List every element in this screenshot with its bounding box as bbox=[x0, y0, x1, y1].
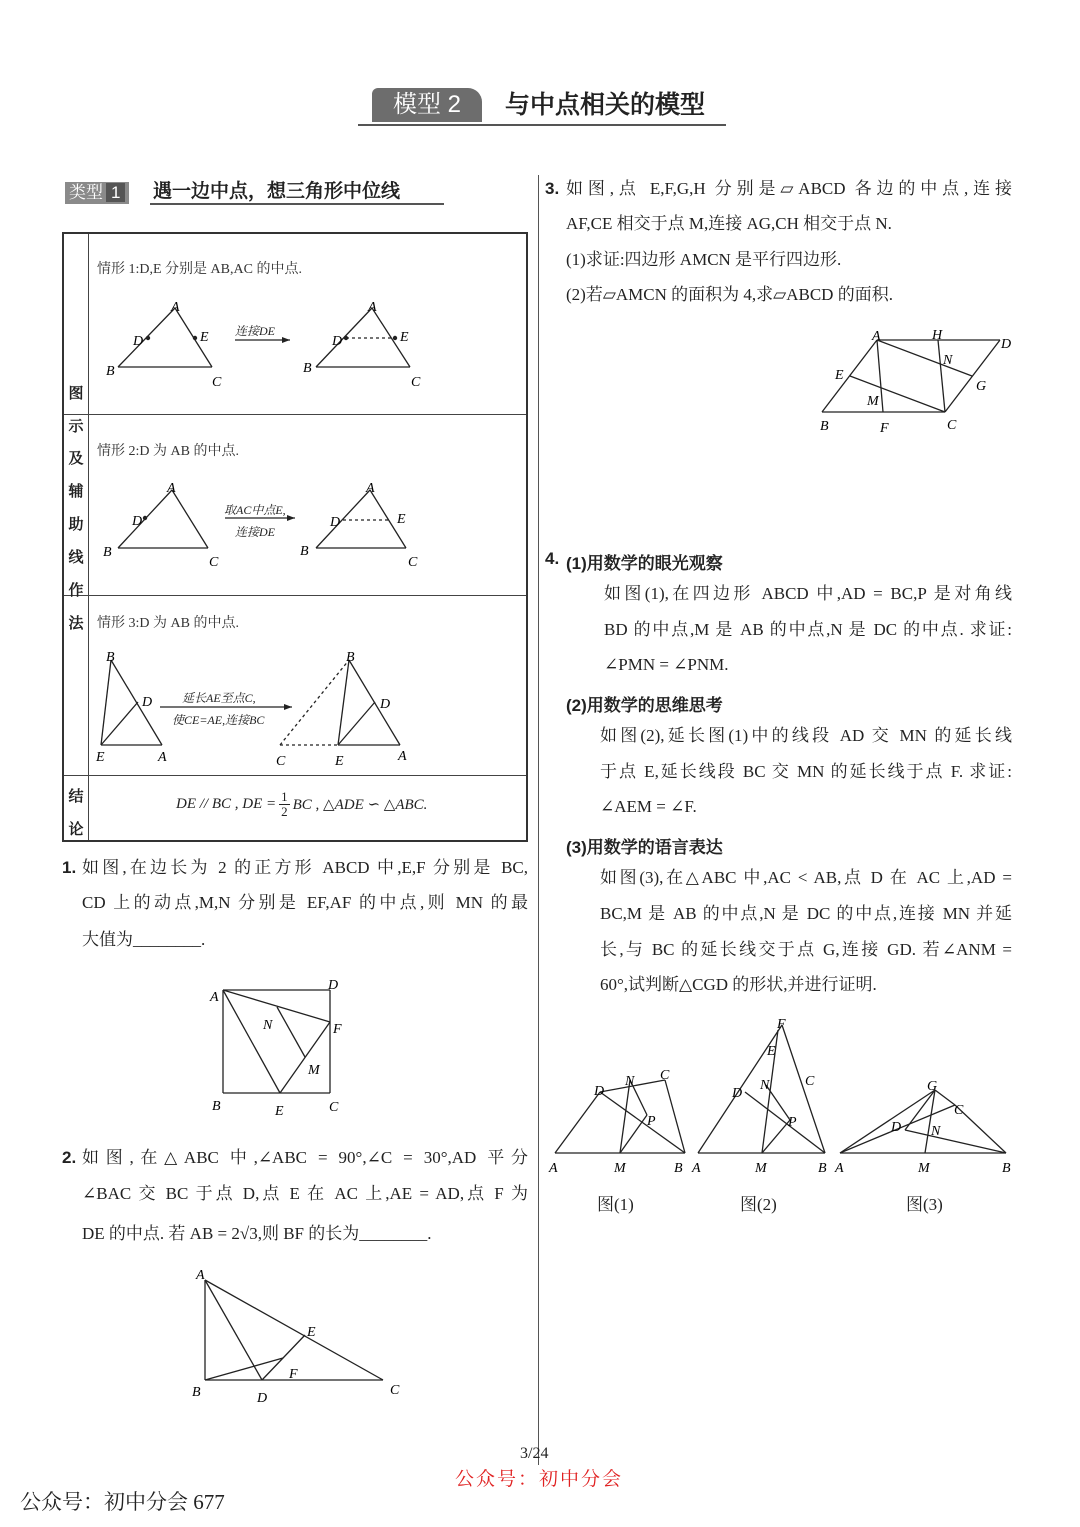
point-label: C bbox=[212, 375, 222, 390]
figure-line bbox=[782, 1025, 825, 1153]
figure-line bbox=[877, 340, 972, 376]
q2-line: ∠BAC 交 BC 于点 D,点 E 在 AC 上,AE = AD,点 F 为 bbox=[82, 1184, 528, 1203]
figure-line bbox=[600, 1092, 685, 1153]
point-label: M bbox=[867, 394, 879, 409]
point-label: A bbox=[210, 990, 219, 1005]
point-label: N bbox=[931, 1124, 941, 1139]
watermark-left: 公众号：初中分会 677 bbox=[20, 1490, 225, 1514]
point-label: B bbox=[212, 1099, 221, 1114]
q4-part3-line: 60°,试判断△CGD 的形状,并进行证明. bbox=[600, 975, 877, 994]
point-label: C bbox=[954, 1103, 964, 1118]
side-label-char: 线 bbox=[68, 549, 84, 566]
q4-part1-line: BD 的中点,M 是 AB 的中点,N 是 DC 的中点. 求证: bbox=[604, 620, 1012, 639]
q2-line: DE 的中点. 若 AB = 2√3,则 BF 的长为________. bbox=[82, 1224, 432, 1243]
side-label-char: 辅 bbox=[68, 483, 84, 500]
figure-line bbox=[205, 1358, 283, 1380]
point-label: D bbox=[380, 697, 391, 712]
point-label: B bbox=[1002, 1161, 1011, 1176]
point-label: B bbox=[106, 650, 115, 665]
q4-part3-line: 长,与 BC 的延长线交于点 G,连接 GD. 若∠ANM = bbox=[600, 940, 1012, 959]
point-label: C bbox=[276, 754, 286, 769]
midpoint-dot bbox=[143, 516, 147, 520]
page-title: 与中点相关的模型 bbox=[505, 91, 706, 119]
point-label: A bbox=[398, 749, 407, 764]
point-label: A bbox=[196, 1268, 205, 1283]
q4-part2-line: 于点 E,延长线段 BC 交 MN 的延长线于点 F. 求证: bbox=[600, 762, 1012, 781]
q4-part2-title: (2)用数学的思维思考 bbox=[566, 696, 723, 715]
type-badge-label: 类型 bbox=[69, 183, 103, 202]
q1-line: CD 上的动点,M,N 分别是 EF,AF 的中点,则 MN 的最 bbox=[82, 893, 528, 912]
midpoint-dot bbox=[393, 336, 397, 340]
case3-arrow-text-2: 使CE=AE,连接BC bbox=[172, 713, 265, 727]
figure-line bbox=[745, 1092, 825, 1153]
q2-line: 如图,在△ABC 中,∠ABC = 90°,∠C = 30°,AD 平分 bbox=[82, 1148, 528, 1167]
figure-caption: 图(3) bbox=[906, 1195, 943, 1214]
midpoint-dot bbox=[193, 336, 197, 340]
point-label: A bbox=[368, 300, 377, 315]
arrow-head-icon bbox=[287, 515, 295, 521]
figure-line bbox=[555, 1092, 600, 1153]
figure-line bbox=[945, 340, 1000, 412]
point-label: A bbox=[158, 750, 167, 765]
figure-line bbox=[111, 660, 162, 745]
figure-caption: 图(2) bbox=[740, 1195, 777, 1214]
figure-line bbox=[338, 702, 375, 745]
figure-line bbox=[101, 702, 138, 745]
point-label: F bbox=[777, 1017, 786, 1032]
point-label: B bbox=[300, 544, 309, 559]
conclusion-post: BC , △ADE ∽ △ABC. bbox=[292, 797, 428, 813]
figure-line bbox=[338, 660, 349, 745]
point-label: B bbox=[346, 650, 355, 665]
point-label: M bbox=[755, 1161, 767, 1176]
case1-title: 情形 1:D,E 分别是 AB,AC 的中点. bbox=[97, 262, 302, 277]
side-label-char: 法 bbox=[68, 615, 84, 632]
point-label: E bbox=[275, 1104, 284, 1119]
figure-line bbox=[205, 1280, 383, 1380]
q4-part1-line: ∠PMN = ∠PNM. bbox=[604, 655, 729, 674]
conclusion-label-char: 论 bbox=[68, 821, 84, 838]
point-label: G bbox=[976, 379, 987, 394]
point-label: N bbox=[263, 1018, 273, 1033]
q3-line: AF,CE 相交于点 M,连接 AG,CH 相交于点 N. bbox=[566, 214, 892, 233]
q4-part1-title: (1)用数学的眼光观察 bbox=[566, 554, 723, 573]
side-label-char: 示 bbox=[68, 418, 84, 435]
point-label: F bbox=[289, 1367, 298, 1382]
figure-line bbox=[850, 376, 945, 412]
q3-line: (1)求证:四边形 AMCN 是平行四边形. bbox=[566, 250, 842, 269]
case3-title: 情形 3:D 为 AB 的中点. bbox=[97, 616, 239, 631]
point-label: G bbox=[927, 1079, 938, 1094]
q2-number: 2. bbox=[62, 1148, 77, 1167]
point-label: B bbox=[106, 364, 115, 379]
q1-line: 大值为________. bbox=[82, 930, 206, 949]
point-label: B bbox=[192, 1385, 201, 1400]
q4-part2-line: ∠AEM = ∠F. bbox=[600, 797, 697, 816]
point-label: C bbox=[408, 555, 418, 570]
point-label: D bbox=[257, 1391, 268, 1406]
point-label: C bbox=[390, 1383, 400, 1398]
case1-arrow-text: 连接DE bbox=[235, 324, 275, 338]
point-label: D bbox=[330, 515, 341, 530]
side-label-char: 助 bbox=[68, 516, 84, 533]
case2-arrow-text-2: 连接DE bbox=[235, 525, 275, 539]
point-label: N bbox=[625, 1074, 635, 1089]
point-label: B bbox=[303, 361, 312, 376]
figure-line bbox=[101, 660, 111, 745]
point-label: M bbox=[308, 1063, 320, 1078]
case2-arrow-text-1: 取AC中点E, bbox=[224, 503, 286, 517]
point-label: E bbox=[397, 512, 406, 527]
point-label: A bbox=[366, 481, 375, 496]
point-label: D bbox=[332, 334, 343, 349]
point-label: E bbox=[96, 750, 105, 765]
point-label: M bbox=[918, 1161, 930, 1176]
figure-line bbox=[766, 1085, 790, 1120]
point-label: E bbox=[200, 330, 209, 345]
q4-part1-line: 如图(1),在四边形 ABCD 中,AD = BC,P 是对角线 bbox=[604, 584, 1012, 603]
model-tab: 模型 2 bbox=[372, 88, 482, 122]
point-label: H bbox=[932, 328, 943, 343]
point-label: C bbox=[329, 1100, 339, 1115]
point-label: C bbox=[947, 418, 957, 433]
point-label: C bbox=[660, 1068, 670, 1083]
midpoint-dot bbox=[146, 336, 150, 340]
point-label: M bbox=[614, 1161, 626, 1176]
point-label: A bbox=[549, 1161, 558, 1176]
page-number: 3/24 bbox=[520, 1445, 549, 1462]
case2-title: 情形 2:D 为 AB 的中点. bbox=[97, 444, 239, 459]
figure-line bbox=[172, 490, 208, 548]
figure-line bbox=[280, 660, 349, 745]
point-label: D bbox=[732, 1086, 743, 1101]
point-label: F bbox=[880, 421, 889, 436]
figure-line bbox=[938, 340, 945, 412]
point-label: P bbox=[788, 1115, 797, 1130]
figure-line bbox=[935, 1090, 955, 1105]
q3-line: (2)若▱AMCN 的面积为 4,求▱ABCD 的面积. bbox=[566, 285, 893, 304]
figure-line bbox=[277, 1007, 305, 1057]
figure-line bbox=[840, 1090, 935, 1153]
q4-part2-line: 如图(2),延长图(1)中的线段 AD 交 MN 的延长线 bbox=[600, 726, 1012, 745]
point-label: D bbox=[142, 695, 153, 710]
q1-number: 1. bbox=[62, 858, 77, 877]
point-label: C bbox=[805, 1074, 815, 1089]
watermark-red: 公众号：初中分会 bbox=[455, 1469, 624, 1490]
q4-part3-line: BC,M 是 AB 的中点,N 是 DC 的中点,连接 MN 并延 bbox=[600, 904, 1012, 923]
q4-part3-title: (3)用数学的语言表达 bbox=[566, 838, 723, 857]
q1-line: 如图,在边长为 2 的正方形 ABCD 中,E,F 分别是 BC, bbox=[82, 858, 528, 877]
point-label: E bbox=[335, 754, 344, 769]
figure-line bbox=[223, 990, 280, 1093]
point-label: E bbox=[835, 368, 844, 383]
point-label: A bbox=[872, 329, 881, 344]
figure-line bbox=[925, 1090, 935, 1153]
point-label: C bbox=[209, 555, 219, 570]
section-title: 遇一边中点，想三角形中位线 bbox=[153, 181, 401, 202]
point-label: A bbox=[692, 1161, 701, 1176]
figure-line bbox=[665, 1080, 685, 1153]
point-label: N bbox=[943, 353, 953, 368]
figure-line bbox=[905, 1130, 1006, 1153]
midpoint-dot bbox=[344, 336, 348, 340]
point-label: D bbox=[132, 514, 143, 529]
fraction-numerator: 1 bbox=[281, 789, 288, 804]
point-label: D bbox=[133, 334, 144, 349]
point-label: E bbox=[767, 1044, 776, 1059]
figure-line bbox=[280, 1022, 330, 1093]
figure-caption: 图(1) bbox=[597, 1195, 634, 1214]
point-label: B bbox=[818, 1161, 827, 1176]
point-label: A bbox=[171, 300, 180, 315]
point-label: E bbox=[307, 1325, 316, 1340]
point-label: D bbox=[594, 1084, 605, 1099]
figure-line bbox=[262, 1335, 305, 1380]
point-label: B bbox=[820, 419, 829, 434]
point-label: D bbox=[1001, 337, 1012, 352]
q4-number: 4. bbox=[545, 549, 560, 568]
type-badge-number: 1 bbox=[106, 183, 125, 202]
point-label: D bbox=[328, 978, 339, 993]
point-label: D bbox=[891, 1120, 902, 1135]
case3-arrow-text-1: 延长AE至点C, bbox=[182, 691, 256, 705]
point-label: A bbox=[167, 481, 176, 496]
point-label: F bbox=[333, 1022, 342, 1037]
point-label: P bbox=[647, 1114, 656, 1129]
point-label: N bbox=[760, 1078, 770, 1093]
arrow-head-icon bbox=[284, 704, 292, 710]
point-label: E bbox=[400, 330, 409, 345]
point-label: B bbox=[103, 545, 112, 560]
figure-line bbox=[316, 490, 370, 548]
side-label-char: 作 bbox=[68, 582, 84, 599]
q4-part3-line: 如图(3),在△ABC 中,AC < AB,点 D 在 AC 上,AD = bbox=[600, 868, 1012, 887]
q3-line: 如图,点 E,F,G,H 分别是▱ABCD 各边的中点,连接 bbox=[566, 179, 1012, 198]
conclusion-label-char: 结 bbox=[68, 788, 84, 805]
fraction-denominator: 2 bbox=[281, 804, 288, 819]
point-label: C bbox=[411, 375, 421, 390]
arrow-head-icon bbox=[282, 337, 290, 343]
side-label-char: 图 bbox=[68, 385, 84, 402]
side-label-char: 及 bbox=[68, 450, 84, 467]
point-label: B bbox=[674, 1161, 683, 1176]
q3-number: 3. bbox=[545, 179, 560, 198]
figure-line bbox=[223, 990, 330, 1022]
point-label: A bbox=[835, 1161, 844, 1176]
figure-line bbox=[205, 1280, 262, 1380]
conclusion-pre: DE // BC , DE = bbox=[176, 796, 277, 812]
